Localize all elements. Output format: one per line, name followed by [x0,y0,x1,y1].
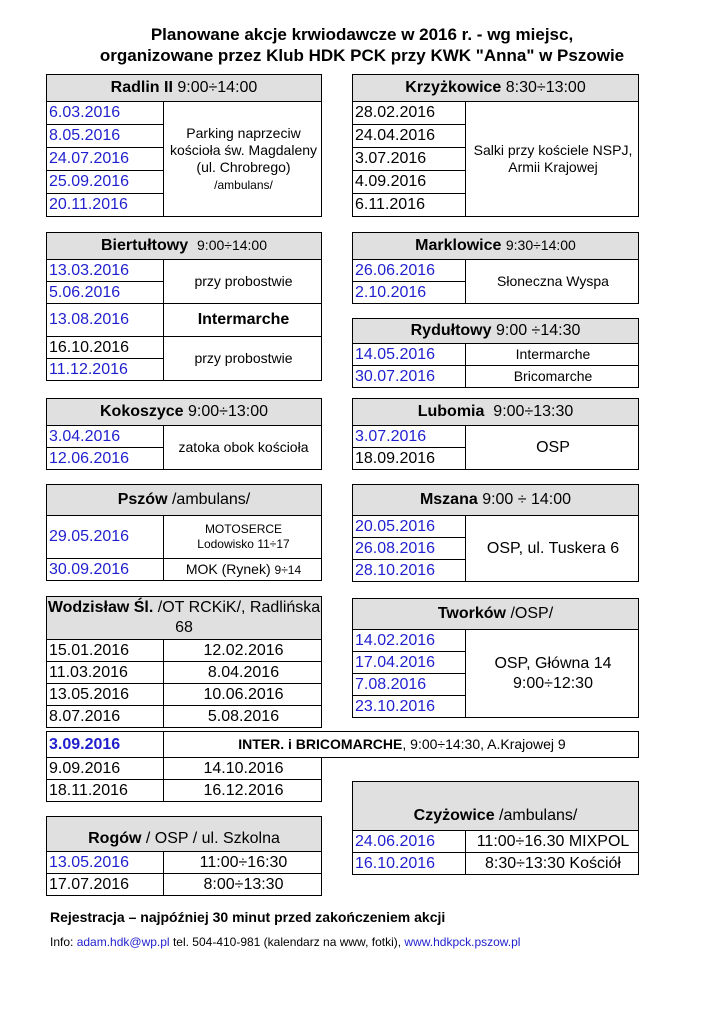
biertultowy-place: Intermarche [164,304,322,337]
biertultowy-date: 13.08.2016 [47,304,164,337]
page-title [0,24,724,66]
pszow-date: 30.09.2016 [47,559,164,581]
rogow-date: 17.07.2016 [47,874,164,896]
radlin-table [46,74,322,217]
lubomia-date: 18.09.2016 [353,448,466,470]
biertultowy-date: 16.10.2016 [47,337,164,359]
wodzislaw-table [46,596,322,728]
rogow-time: 11:00÷16:30 [164,852,322,874]
mszana-date: 20.05.2016 [353,516,466,538]
mszana-date: 28.10.2016 [353,560,466,582]
biertultowy-table [46,232,322,381]
rydultowy-place: Bricomarche [466,366,639,388]
radlin-date: 25.09.2016 [47,171,164,194]
title-line-1: Planowane akcje krwiodawcze w 2016 r. - wg miejsc, [150,25,574,44]
kokoszyce-date: 3.04.2016 [47,426,164,448]
info-label: Info: [50,935,74,949]
wodzislaw-special-date: 3.09.2016 [47,732,164,758]
info-line [50,935,520,949]
biertultowy-date: 13.03.2016 [47,260,164,282]
czyzowice-table [352,781,639,875]
wodzislaw-date: 11.03.2016 [47,662,164,684]
wodzislaw-date: 8.04.2016 [164,662,322,684]
biertultowy-header: Biertułtowy 9:00÷14:00 [47,233,322,260]
krzyzkowice-table [352,74,639,217]
biertultowy-date: 11.12.2016 [47,359,164,381]
wodzislaw-date: 8.07.2016 [47,706,164,728]
registration-note: Rejestracja – najpóźniej 30 minut przed zakończeniem akcji [50,909,446,925]
czyzowice-info: 11:00÷16.30 MIXPOL [466,831,639,853]
krzyzkowice-header: Krzyżkowice 8:30÷13:00 [353,75,639,102]
rogow-time: 8:00÷13:30 [164,874,322,896]
lubomia-place: OSP [466,426,639,470]
wodzislaw-special-table [46,731,639,758]
tworkow-date: 17.04.2016 [353,652,466,674]
pszow-date: 29.05.2016 [47,516,164,559]
wodzislaw-special-place: INTER. i BRICOMARCHE, 9:00÷14:30, A.Krajowej 9 [164,732,639,758]
krzyzkowice-place: Salki przy kościele NSPJ, Armii Krajowej [466,102,639,217]
mszana-table [352,484,639,582]
kokoszyce-table [46,398,322,470]
tworkow-date: 14.02.2016 [353,630,466,652]
wodzislaw-date: 10.06.2016 [164,684,322,706]
radlin-date: 20.11.2016 [47,194,164,217]
mszana-place: OSP, ul. Tuskera 6 [466,516,639,582]
lubomia-header: Lubomia 9:00÷13:30 [353,399,639,426]
rydultowy-date: 14.05.2016 [353,344,466,366]
website-link[interactable]: www.hdkpck.pszow.pl [404,935,521,949]
biertultowy-date: 5.06.2016 [47,282,164,304]
rydultowy-header: Rydułtowy 9:00 ÷14:30 [353,319,639,344]
tworkow-table [352,598,639,718]
wodzislaw-date: 12.02.2016 [164,640,322,662]
wodzislaw-date: 14.10.2016 [164,758,322,780]
czyzowice-header: Czyżowice /ambulans/ [353,782,639,831]
tworkow-place: OSP, Główna 14 9:00÷12:30 [466,630,639,718]
biertultowy-place: przy probostwie [164,337,322,381]
radlin-place: Parking naprzeciw kościoła św. Magdaleny (ul. Chrobrego) /ambulans/ [164,102,322,217]
biertultowy-place: przy probostwie [164,260,322,304]
wodzislaw-date: 15.01.2016 [47,640,164,662]
radlin-header: Radlin II 9:00÷14:00 [47,75,322,102]
rogow-date: 13.05.2016 [47,852,164,874]
lubomia-table [352,398,639,470]
krzyzkowice-date: 3.07.2016 [353,148,466,171]
pszow-place: MOK (Rynek) 9÷14 [164,559,322,581]
krzyzkowice-date: 24.04.2016 [353,125,466,148]
wodzislaw-header: Wodzisław Śl. /OT RCKiK/, Radlińska 68 [47,597,322,640]
wodzislaw-date: 16.12.2016 [164,780,322,802]
krzyzkowice-date: 4.09.2016 [353,171,466,194]
marklowice-date: 2.10.2016 [353,282,466,304]
krzyzkowice-date: 28.02.2016 [353,102,466,125]
tworkow-date: 23.10.2016 [353,696,466,718]
email-link[interactable]: adam.hdk@wp.pl [76,935,170,949]
tworkow-header: Tworków /OSP/ [353,599,639,630]
radlin-date: 6.03.2016 [47,102,164,125]
mszana-header: Mszana 9:00 ÷ 14:00 [353,485,639,516]
wodzislaw-date: 5.08.2016 [164,706,322,728]
lubomia-date: 3.07.2016 [353,426,466,448]
wodzislaw-date: 18.11.2016 [47,780,164,802]
rydultowy-table [352,318,639,388]
wodzislaw-date: 9.09.2016 [47,758,164,780]
title-line-2: organizowane przez Klub HDK PCK przy KWK "Anna" w Pszowie [99,46,625,65]
marklowice-place: Słoneczna Wyspa [466,260,639,304]
pszow-table [46,484,322,581]
marklowice-table [352,232,639,304]
wodzislaw-table-2 [46,757,322,802]
pszow-place: MOTOSERCE Lodowisko 11÷17 [164,516,322,559]
radlin-date: 24.07.2016 [47,148,164,171]
mszana-date: 26.08.2016 [353,538,466,560]
czyzowice-date: 24.06.2016 [353,831,466,853]
marklowice-header: Marklowice 9:30÷14:00 [353,233,639,260]
kokoszyce-header: Kokoszyce 9:00÷13:00 [47,399,322,426]
rogow-table [46,816,322,896]
rydultowy-place: Intermarche [466,344,639,366]
wodzislaw-date: 13.05.2016 [47,684,164,706]
pszow-header: Pszów /ambulans/ [47,485,322,516]
radlin-date: 8.05.2016 [47,125,164,148]
krzyzkowice-date: 6.11.2016 [353,194,466,217]
rogow-header: Rogów / OSP / ul. Szkolna [47,817,322,852]
czyzowice-date: 16.10.2016 [353,853,466,875]
info-mid: tel. 504-410-981 (kalendarz na www, fotki), [172,935,402,949]
czyzowice-info: 8:30÷13:30 Kościół [466,853,639,875]
kokoszyce-place: zatoka obok kościoła [164,426,322,470]
tworkow-date: 7.08.2016 [353,674,466,696]
marklowice-date: 26.06.2016 [353,260,466,282]
kokoszyce-date: 12.06.2016 [47,448,164,470]
rydultowy-date: 30.07.2016 [353,366,466,388]
